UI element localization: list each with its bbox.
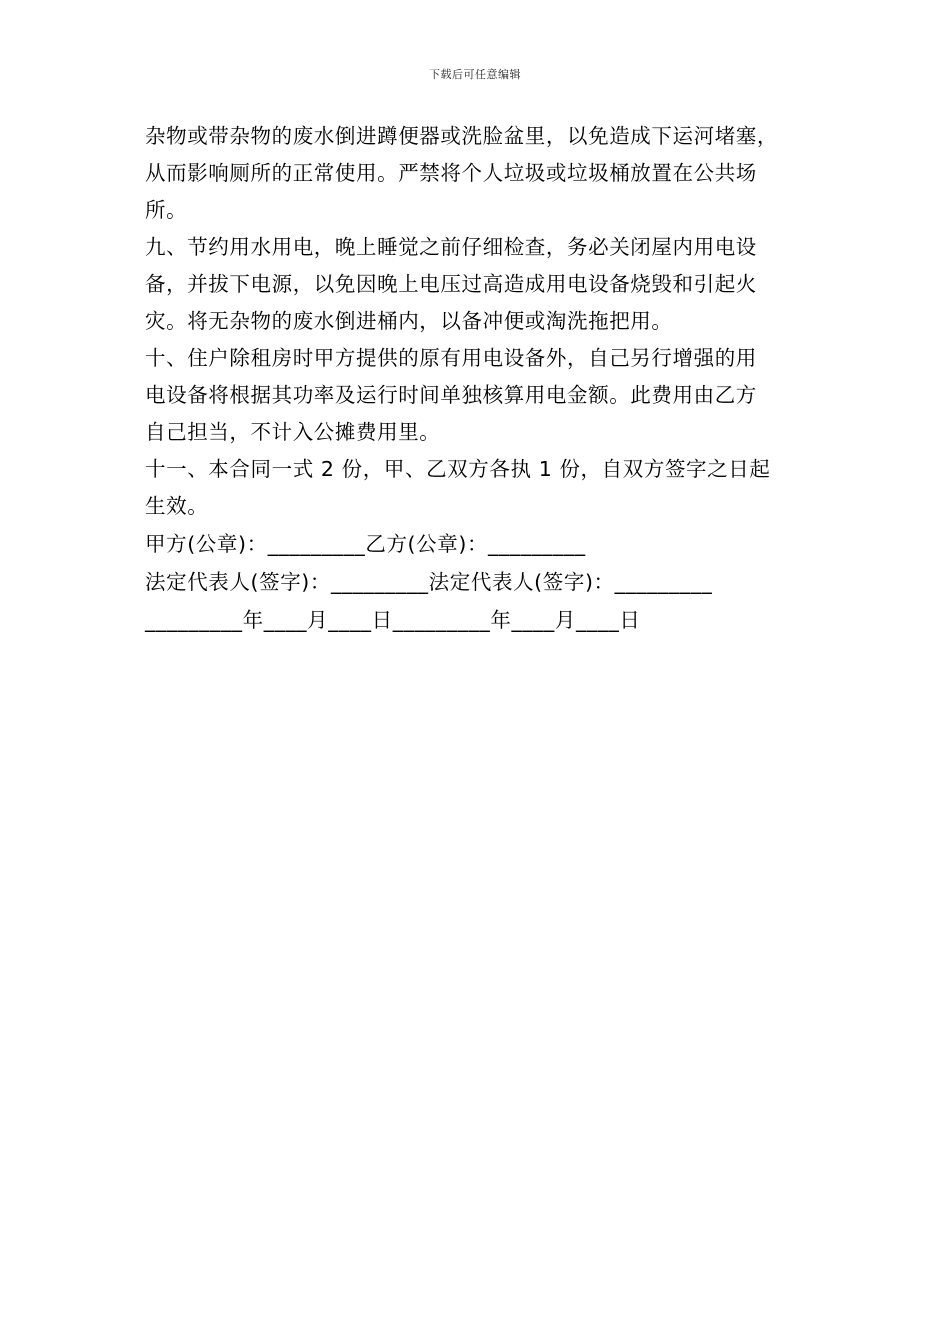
paragraph-line: 杂物或带杂物的废水倒进蹲便器或洗脸盆里，以免造成下运河堵塞， bbox=[145, 124, 778, 148]
clause-9-line: 灾。将无杂物的废水倒进桶内，以备冲便或淘洗拖把用。 bbox=[145, 309, 673, 333]
clause-10-line: 自己担当，不计入公摊费用里。 bbox=[145, 420, 441, 444]
seal-signature-line: 甲方(公章)：_________乙方(公章)：_________ bbox=[145, 532, 586, 556]
clause-10-line: 电设备将根据其功率及运行时间单独核算用电金额。此费用由乙方 bbox=[145, 383, 757, 407]
page-header: 下载后可任意编辑 bbox=[429, 68, 521, 81]
clause-11-line: 生效。 bbox=[145, 494, 209, 518]
date-signature-line: _________年____月____日_________年____月____日 bbox=[145, 608, 641, 632]
document-body bbox=[145, 118, 810, 639]
paragraph-line: 所。 bbox=[145, 198, 188, 222]
paragraph-line: 从而影响厕所的正常使用。严禁将个人垃圾或垃圾桶放置在公共场 bbox=[145, 161, 757, 185]
representative-signature-line: 法定代表人(签字)：_________法定代表人(签字)：_________ bbox=[145, 570, 713, 594]
clause-11-line: 十一、本合同一式 2 份，甲、乙双方各执 1 份，自双方签字之日起 bbox=[145, 457, 771, 481]
clause-9-line: 备，并拔下电源，以免因晚上电压过高造成用电设备烧毁和引起火 bbox=[145, 272, 757, 296]
clause-9-line: 九、节约用水用电，晚上睡觉之前仔细检查，务必关闭屋内用电设 bbox=[145, 235, 757, 259]
clause-10-line: 十、住户除租房时甲方提供的原有用电设备外，自己另行增强的用 bbox=[145, 346, 757, 370]
